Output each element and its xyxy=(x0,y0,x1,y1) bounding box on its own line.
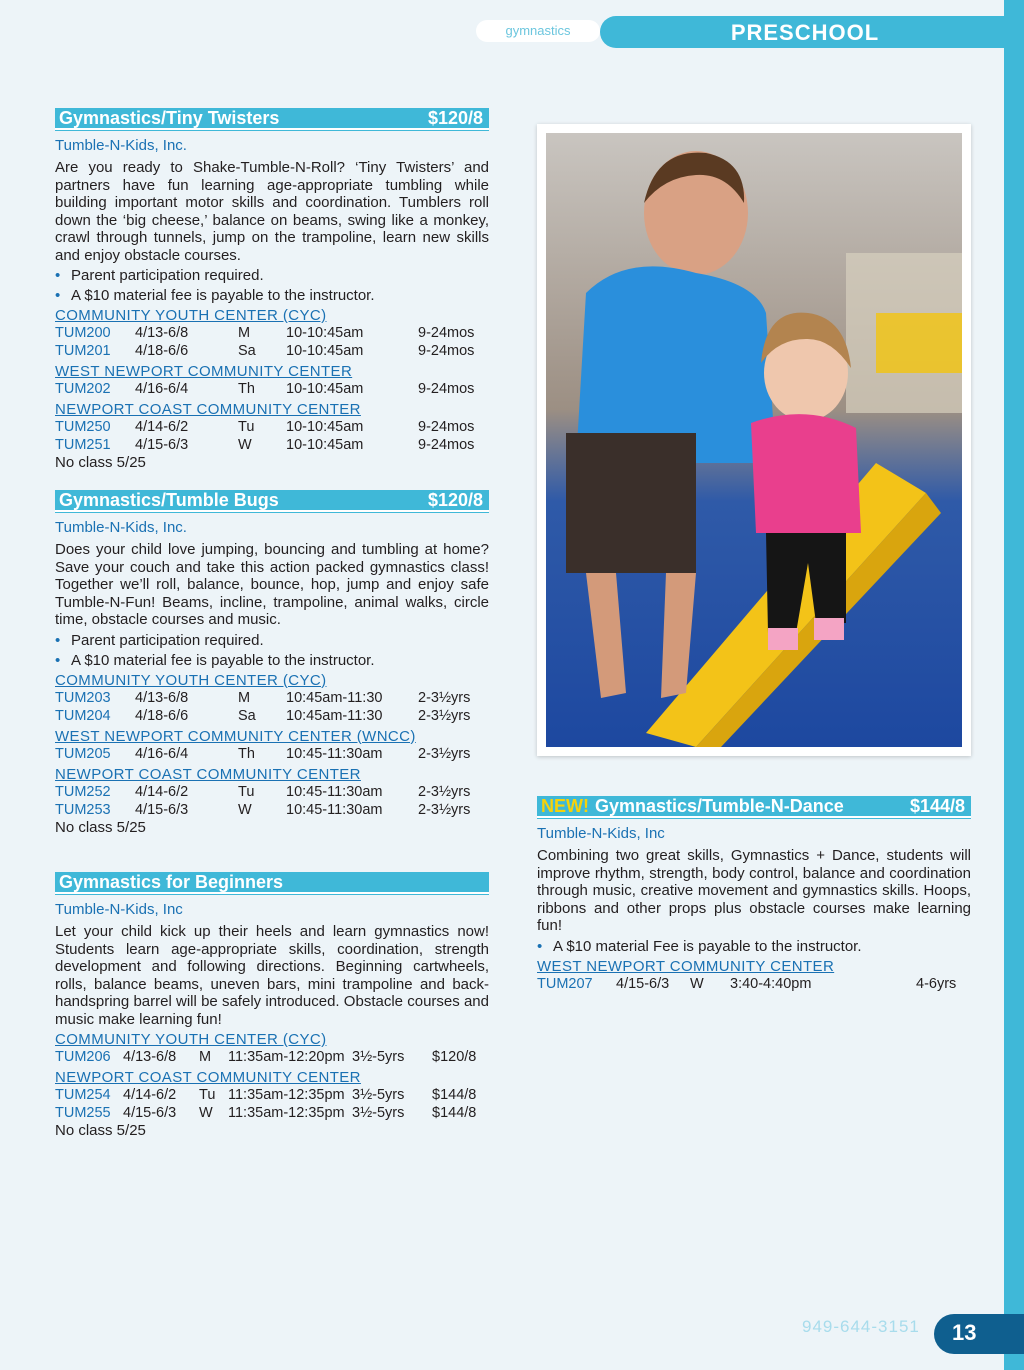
provider: Tumble-N-Kids, Inc xyxy=(55,901,183,918)
class-row: TUM204 4/18-6/6 Sa 10:45am-11:30 2-3½yrs xyxy=(55,707,471,724)
bullet-icon: • xyxy=(55,267,61,284)
description: Does your child love jumping, bouncing and tumbling at home? Save your couch and take this action packed gymnastics class! Together we’ll roll, balance, bounce, hop, jump and enjoy safe Tumble-N-Fun! Beams, incline, trampoline, animal walks, circle time, obstacle courses and music. xyxy=(55,541,489,628)
class-row: TUM202 4/16-6/4 Th 10-10:45am 9-24mos xyxy=(55,381,475,397)
section-price: $120/8 xyxy=(427,489,483,510)
bullet-icon: • xyxy=(55,631,61,649)
location-link[interactable]: NEWPORT COAST COMMUNITY CENTER xyxy=(55,401,361,418)
right-edge-band xyxy=(1004,0,1024,1370)
class-row: TUM251 4/15-6/3 W 10-10:45am 9-24mos xyxy=(55,437,475,453)
no-class-note: No class 5/25 xyxy=(55,1122,146,1139)
class-row: TUM207 4/15-6/3 W 3:40-4:40pm 4-6yrs xyxy=(537,975,957,992)
page-number: 13 xyxy=(934,1314,1024,1354)
class-row: TUM250 4/14-6/2 Tu 10-10:45am 9-24mos xyxy=(55,419,475,435)
photo-instructor-child-balance-beam-icon xyxy=(546,133,962,747)
footer-phone: 949-644-3151 xyxy=(802,1317,920,1336)
section-header xyxy=(537,796,971,818)
bullet-icon: • xyxy=(55,651,61,669)
bullet: • Parent participation required. xyxy=(55,631,264,649)
location-link[interactable]: WEST NEWPORT COMMUNITY CENTER xyxy=(55,363,353,380)
location-link[interactable]: NEWPORT COAST COMMUNITY CENTER xyxy=(55,765,361,783)
section-price: $120/8 xyxy=(427,107,483,128)
class-row: TUM206 4/13-6/8 M 11:35am-12:20pm 3½-5yrs $120/8 xyxy=(55,1049,477,1065)
bullet: • Parent participation required. xyxy=(55,267,264,284)
class-row: TUM253 4/15-6/3 W 10:45-11:30am 2-3½yrs xyxy=(55,801,471,818)
bullet-icon: • xyxy=(55,287,61,304)
class-row: TUM201 4/18-6/6 Sa 10-10:45am 9-24mos xyxy=(55,343,475,359)
section-title: Gymnastics for Beginners xyxy=(59,871,284,892)
section-header xyxy=(55,490,489,512)
section-title: Gymnastics/Tumble Bugs xyxy=(59,489,279,510)
bullet-icon: • xyxy=(537,937,543,955)
location-link[interactable]: COMMUNITY YOUTH CENTER (CYC) xyxy=(55,671,327,689)
description: Are you ready to Shake-Tumble-N-Roll? ‘Tiny Twisters’ and partners have fun learning age-appropriate tumbling while building important motor skills and coordination. Tumblers roll down the ‘big cheese,’ balance on beams, swing like a monkey, crawl through tunnels, jump on the trampoline, learn new skills and enjoy obstacle courses. xyxy=(55,159,489,264)
section-title: Gymnastics/Tiny Twisters xyxy=(59,107,280,128)
no-class-note: No class 5/25 xyxy=(55,454,146,471)
bullet: • A $10 material fee is payable to the instructor. xyxy=(55,651,375,669)
provider: Tumble-N-Kids, Inc xyxy=(537,825,665,842)
photo-frame xyxy=(537,124,971,756)
section-tumble-bugs xyxy=(55,490,489,837)
new-badge: NEW! xyxy=(541,795,589,816)
section-title: Gymnastics/Tumble-N-Dance xyxy=(595,795,844,816)
no-class-note: No class 5/25 xyxy=(55,818,146,836)
bullet: • A $10 material fee is payable to the instructor. xyxy=(55,287,375,304)
class-row: TUM205 4/16-6/4 Th 10:45-11:30am 2-3½yrs xyxy=(55,745,471,762)
section-price: $144/8 xyxy=(909,795,965,816)
provider: Tumble-N-Kids, Inc. xyxy=(55,519,187,536)
description: Combining two great skills, Gymnastics + Dance, students will improve rhythm, strength, body control, balance and coordination through music, creative movement and gymnastics skills. Hoops, ribbons and other props plus obstacle courses make learning fun! xyxy=(537,847,971,934)
section-beginners xyxy=(55,872,489,1140)
class-row: TUM255 4/15-6/3 W 11:35am-12:35pm 3½-5yrs $144/8 xyxy=(55,1105,477,1121)
section-header xyxy=(55,872,489,894)
location-link[interactable]: NEWPORT COAST COMMUNITY CENTER xyxy=(55,1069,361,1086)
bullet: • A $10 material Fee is payable to the instructor. xyxy=(537,937,862,955)
provider: Tumble-N-Kids, Inc. xyxy=(55,137,187,154)
location-link[interactable]: WEST NEWPORT COMMUNITY CENTER (WNCC) xyxy=(55,727,416,745)
location-link[interactable]: WEST NEWPORT COMMUNITY CENTER xyxy=(537,957,835,975)
section-header xyxy=(55,108,489,130)
class-row: TUM203 4/13-6/8 M 10:45am-11:30 2-3½yrs xyxy=(55,689,471,706)
description: Let your child kick up their heels and learn gymnastics now! Students learn age-appropriate skills, coordination, strength development and following directions. Beginning cartwheels, rolls, balance beams, uneven bars, mini trampoline and back-handspring barrel will be safely introduced. Obstacle courses and music make learning fun! xyxy=(55,923,489,1028)
category-banner: PRESCHOOL xyxy=(600,16,1010,48)
class-row: TUM200 4/13-6/8 M 10-10:45am 9-24mos xyxy=(55,325,475,341)
location-link[interactable]: COMMUNITY YOUTH CENTER (CYC) xyxy=(55,307,327,324)
class-row: TUM252 4/14-6/2 Tu 10:45-11:30am 2-3½yrs xyxy=(55,783,471,800)
section-tumble-n-dance xyxy=(537,796,971,993)
class-row: TUM254 4/14-6/2 Tu 11:35am-12:35pm 3½-5yrs $144/8 xyxy=(55,1087,477,1103)
section-tiny-twisters xyxy=(55,108,489,472)
section-tag: gymnastics xyxy=(476,20,600,42)
location-link[interactable]: COMMUNITY YOUTH CENTER (CYC) xyxy=(55,1031,327,1048)
